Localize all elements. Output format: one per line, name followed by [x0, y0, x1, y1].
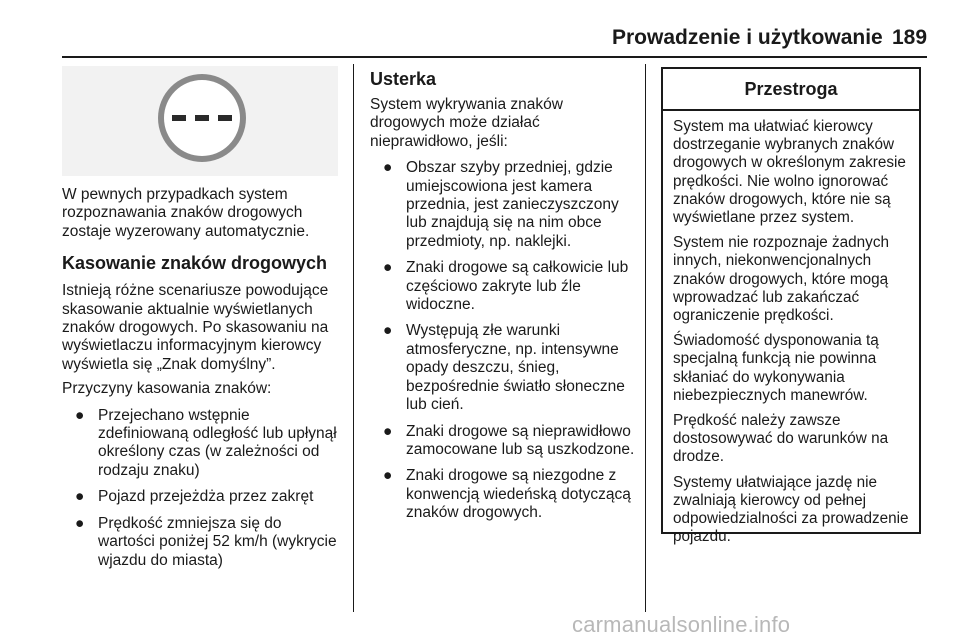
- list-item-text: Obszar szyby przedniej, gdzie umiejscowiona jest kamera przednia, jest zanieczyszczony lub znajdują się na nim obce przedmioty, np. naklejki.: [406, 159, 619, 250]
- header-rule: [62, 56, 927, 58]
- list-item: [370, 322, 638, 414]
- section-heading: Kasowanie znaków drogowych: [62, 253, 328, 274]
- left-column: [62, 186, 342, 570]
- intro-paragraph: W pewnych przypadkach system rozpoznawania znaków drogowych zostaje wyzerowany automatycznie.: [62, 186, 310, 240]
- caution-box-body: [663, 111, 919, 546]
- list-item-text: Prędkość zmniejsza się do wartości poniżej 52 km/h (wykrycie wjazdu do miasta): [98, 514, 337, 569]
- list-item: [370, 159, 638, 251]
- middle-column: [370, 68, 638, 523]
- bullet-icon: ●: [75, 514, 85, 532]
- bullet-icon: ●: [383, 259, 393, 277]
- list-item: [370, 259, 638, 314]
- page-number: 189: [892, 26, 928, 49]
- paragraph: Istnieją różne scenariusze powodujące skasowanie aktualnie wyświetlanych znaków drogowych. Po skasowaniu na wyświetlaczu informacyjnym kierowcy wyświetla się „Znak domyślny”.: [62, 282, 329, 373]
- list-item-text: Znaki drogowe są nieprawidłowo zamocowane lub są uszkodzone.: [406, 422, 635, 458]
- bullet-icon: ●: [75, 406, 85, 424]
- page-title: Prowadzenie i użytkowanie: [612, 26, 883, 49]
- sign-illustration: [62, 66, 338, 176]
- list-item-text: Pojazd przejeżdża przez zakręt: [98, 488, 314, 506]
- caution-box: [661, 67, 921, 546]
- bullet-icon: ●: [383, 467, 393, 485]
- column-divider-left: [353, 64, 354, 612]
- list-item: [62, 407, 342, 481]
- caution-paragraph: Systemy ułatwiające jazdę nie zwalniają kierowcy od pełnej odpowiedzialności za prowadzenie pojazdu.: [673, 473, 909, 546]
- caution-paragraph: System ma ułatwiać kierowcy dostrzeganie wybranych znaków drogowych w określonym zakresie prędkości. Nie wolno ignorować znaków drogowych, które nie są wyświetlane przez system.: [673, 118, 906, 227]
- section-heading: Usterka: [370, 69, 437, 89]
- bullet-icon: ●: [383, 422, 393, 440]
- caution-paragraph: Świadomość dysponowania tą specjalną funkcją nie powinna skłaniać do wykonywania niebezpiecznych manewrów.: [673, 332, 879, 404]
- list-item: [370, 423, 638, 460]
- bullet-icon: ●: [75, 488, 85, 506]
- list-item: [62, 515, 342, 570]
- caution-title: Przestroga: [744, 79, 838, 99]
- watermark: carmanualsonline.info: [572, 612, 791, 637]
- caution-paragraph: Prędkość należy zawsze dostosowywać do warunków na drodze.: [673, 412, 889, 466]
- caution-box-header: [663, 69, 919, 111]
- caution-paragraph: System nie rozpoznaje żadnych innych, niekonwencjonalnych znaków drogowych, które mogą wprowadzać lub zakańczać ograniczenie prędkości.: [673, 234, 889, 325]
- list-item-text: Przejechano wstępnie zdefiniowaną odległość lub upłynął określony czas (w zależności od rodzaju znaku): [98, 406, 337, 479]
- list-item-text: Znaki drogowe są niezgodne z konwencją wiedeńską dotyczącą znaków drogowych.: [406, 467, 631, 522]
- paragraph: Przyczyny kasowania znaków:: [62, 380, 272, 398]
- malfunction-causes-list: [370, 159, 638, 522]
- intro-paragraph: System wykrywania znaków drogowych może działać nieprawidłowo, jeśli:: [370, 96, 563, 150]
- list-item-text: Występują złe warunki atmosferyczne, np. intensywne opady deszczu, śnieg, bezpośrednie światło słoneczne lub cień.: [406, 322, 625, 414]
- reset-reasons-list: [62, 407, 342, 570]
- bullet-icon: ●: [383, 159, 393, 177]
- list-item: [370, 467, 638, 522]
- page-header: [0, 0, 960, 60]
- list-item: [62, 488, 342, 506]
- end-of-restrictions-sign-icon: [62, 66, 338, 176]
- list-item-text: Znaki drogowe są całkowicie lub częściowo zakryte lub źle widoczne.: [406, 259, 629, 314]
- column-divider-right: [645, 64, 646, 612]
- bullet-icon: ●: [383, 322, 393, 340]
